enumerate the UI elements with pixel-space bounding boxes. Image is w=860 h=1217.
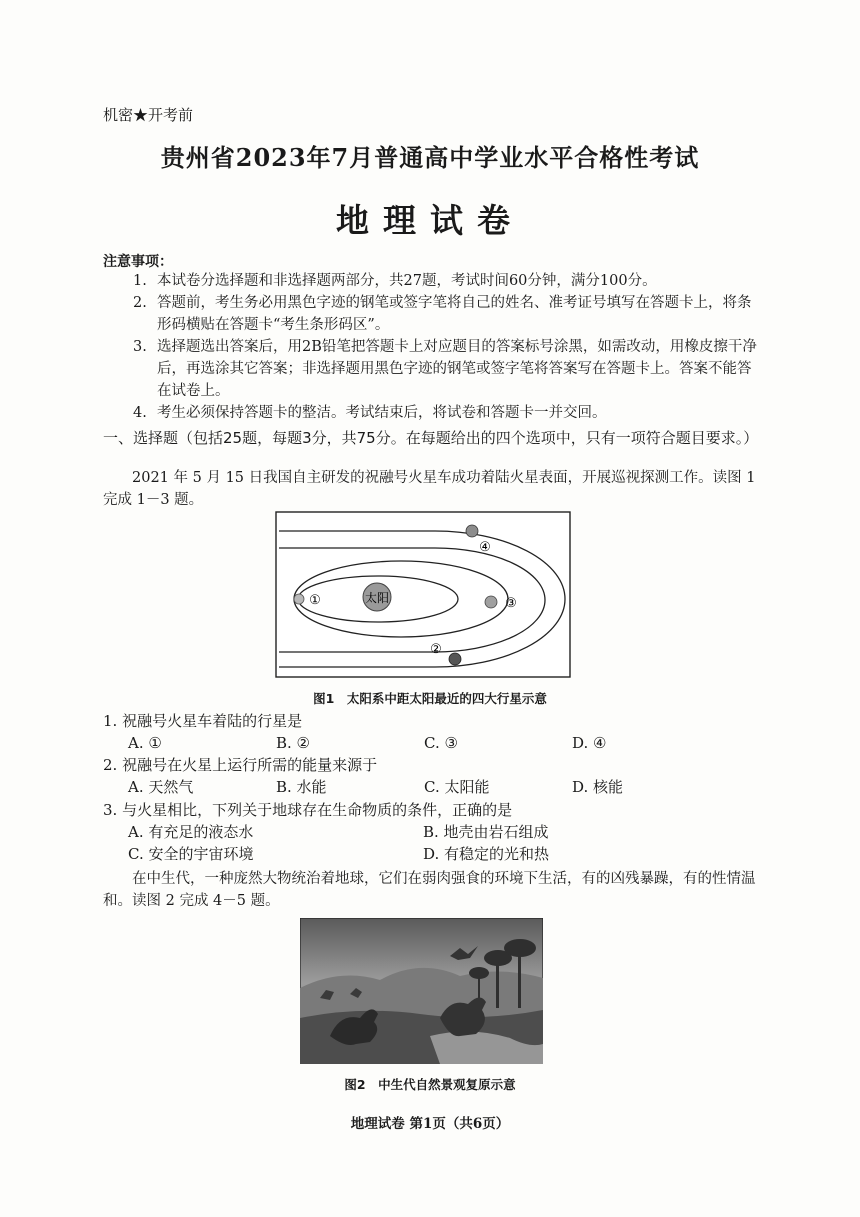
- notice-text: 答题前，考生务必用黑色字迹的钢笔或签字笔将自己的姓名、准考证号填写在答题卡上，将条形码横贴在答题卡“考生条形码区”。: [157, 295, 752, 333]
- option-a: A. ①: [128, 734, 162, 752]
- planet-label-4: ④: [479, 540, 491, 555]
- notice-heading: 注意事项：: [103, 254, 173, 270]
- option-c: C. ③: [424, 734, 458, 752]
- planet-icon-mercury: [294, 594, 304, 604]
- exam-subtitle: 地理试卷: [336, 201, 524, 240]
- notice-number: 1.: [133, 273, 147, 289]
- planet-icon-mars: [466, 525, 478, 537]
- notice-text: 选择题选出答案后，用2B铅笔把答题卡上对应题目的答案标号涂黑，如需改动，用橡皮擦干净后，再选涂其它答案；非选择题用黑色字迹的钢笔或签字笔将答案写在答题卡上。答案不能答在试卷上。: [157, 339, 757, 399]
- options-row: [128, 843, 718, 865]
- options-row: [128, 776, 720, 798]
- notice-text: 考生必须保持答题卡的整洁。考试结束后，将试卷和答题卡一并交回。: [157, 405, 607, 421]
- notice-number: 4.: [133, 405, 147, 421]
- question-stem: 3. 与火星相比，下列关于地球存在生命物质的条件，正确的是: [103, 801, 513, 819]
- planet-label-2: ②: [430, 642, 442, 657]
- notice-list: [133, 270, 763, 424]
- section-heading: 一、选择题（包括25题，每题3分，共75分。在每题给出的四个选项中，只有一项符合题目要求。）: [103, 429, 759, 447]
- sun-label: 太阳: [364, 591, 390, 605]
- option-c: C. 安全的宇宙环境: [128, 845, 254, 863]
- option-b: B. 水能: [276, 778, 327, 796]
- planet-icon-earth: [449, 653, 461, 665]
- planet-icon-venus: [485, 596, 497, 608]
- passage-1: 2021 年 5 月 15 日我国自主研发的祝融号火星车成功着陆火星表面，开展巡视探测工作。读图 1 完成 1－3 题。: [103, 470, 756, 508]
- planet-label-1: ①: [309, 593, 321, 608]
- notice-number: 3.: [133, 339, 147, 355]
- notice-text: 本试卷分选择题和非选择题两部分，共27题，考试时间60分钟，满分100分。: [157, 273, 657, 289]
- option-d: D. ④: [572, 734, 607, 752]
- options-row: [128, 821, 718, 843]
- options-row: [128, 732, 720, 754]
- option-a: A. 有充足的液态水: [128, 823, 254, 841]
- option-c: C. 太阳能: [424, 778, 490, 796]
- question-2: [103, 754, 720, 798]
- passage-2: 在中生代，一种庞然大物统治着地球，它们在弱肉强食的环境下生活，有的凶残暴躁，有的性情温和。读图 2 完成 4－5 题。: [103, 871, 756, 909]
- option-d: D. 有稳定的光和热: [423, 845, 550, 863]
- figure-2-caption: 图2 中生代自然景观复原示意: [344, 1077, 516, 1092]
- solar-system-figure: [275, 511, 571, 678]
- question-3: [103, 799, 718, 865]
- option-d: D. 核能: [572, 778, 624, 796]
- option-b: B. ②: [276, 734, 311, 752]
- page-footer: 地理试卷 第1页（共6页）: [350, 1116, 510, 1132]
- exam-title: 贵州省2023年7月普通高中学业水平合格性考试: [160, 143, 700, 172]
- option-a: A. 天然气: [128, 778, 194, 796]
- notice-item: [133, 336, 763, 402]
- notice-number: 2.: [133, 295, 147, 311]
- question-1: [103, 710, 720, 754]
- confidential-mark: 机密★开考前: [103, 106, 194, 124]
- mesozoic-landscape-image: [300, 918, 543, 1064]
- question-stem: 2. 祝融号在火星上运行所需的能量来源于: [103, 756, 378, 774]
- question-stem: 1. 祝融号火星车着陆的行星是: [103, 712, 303, 730]
- option-b: B. 地壳由岩石组成: [423, 823, 549, 841]
- figure-1-caption: 图1 太阳系中距太阳最近的四大行星示意: [313, 691, 547, 706]
- notice-item: [133, 402, 763, 424]
- notice-item: [133, 270, 763, 292]
- notice-item: [133, 292, 763, 336]
- planet-label-3: ③: [505, 596, 517, 611]
